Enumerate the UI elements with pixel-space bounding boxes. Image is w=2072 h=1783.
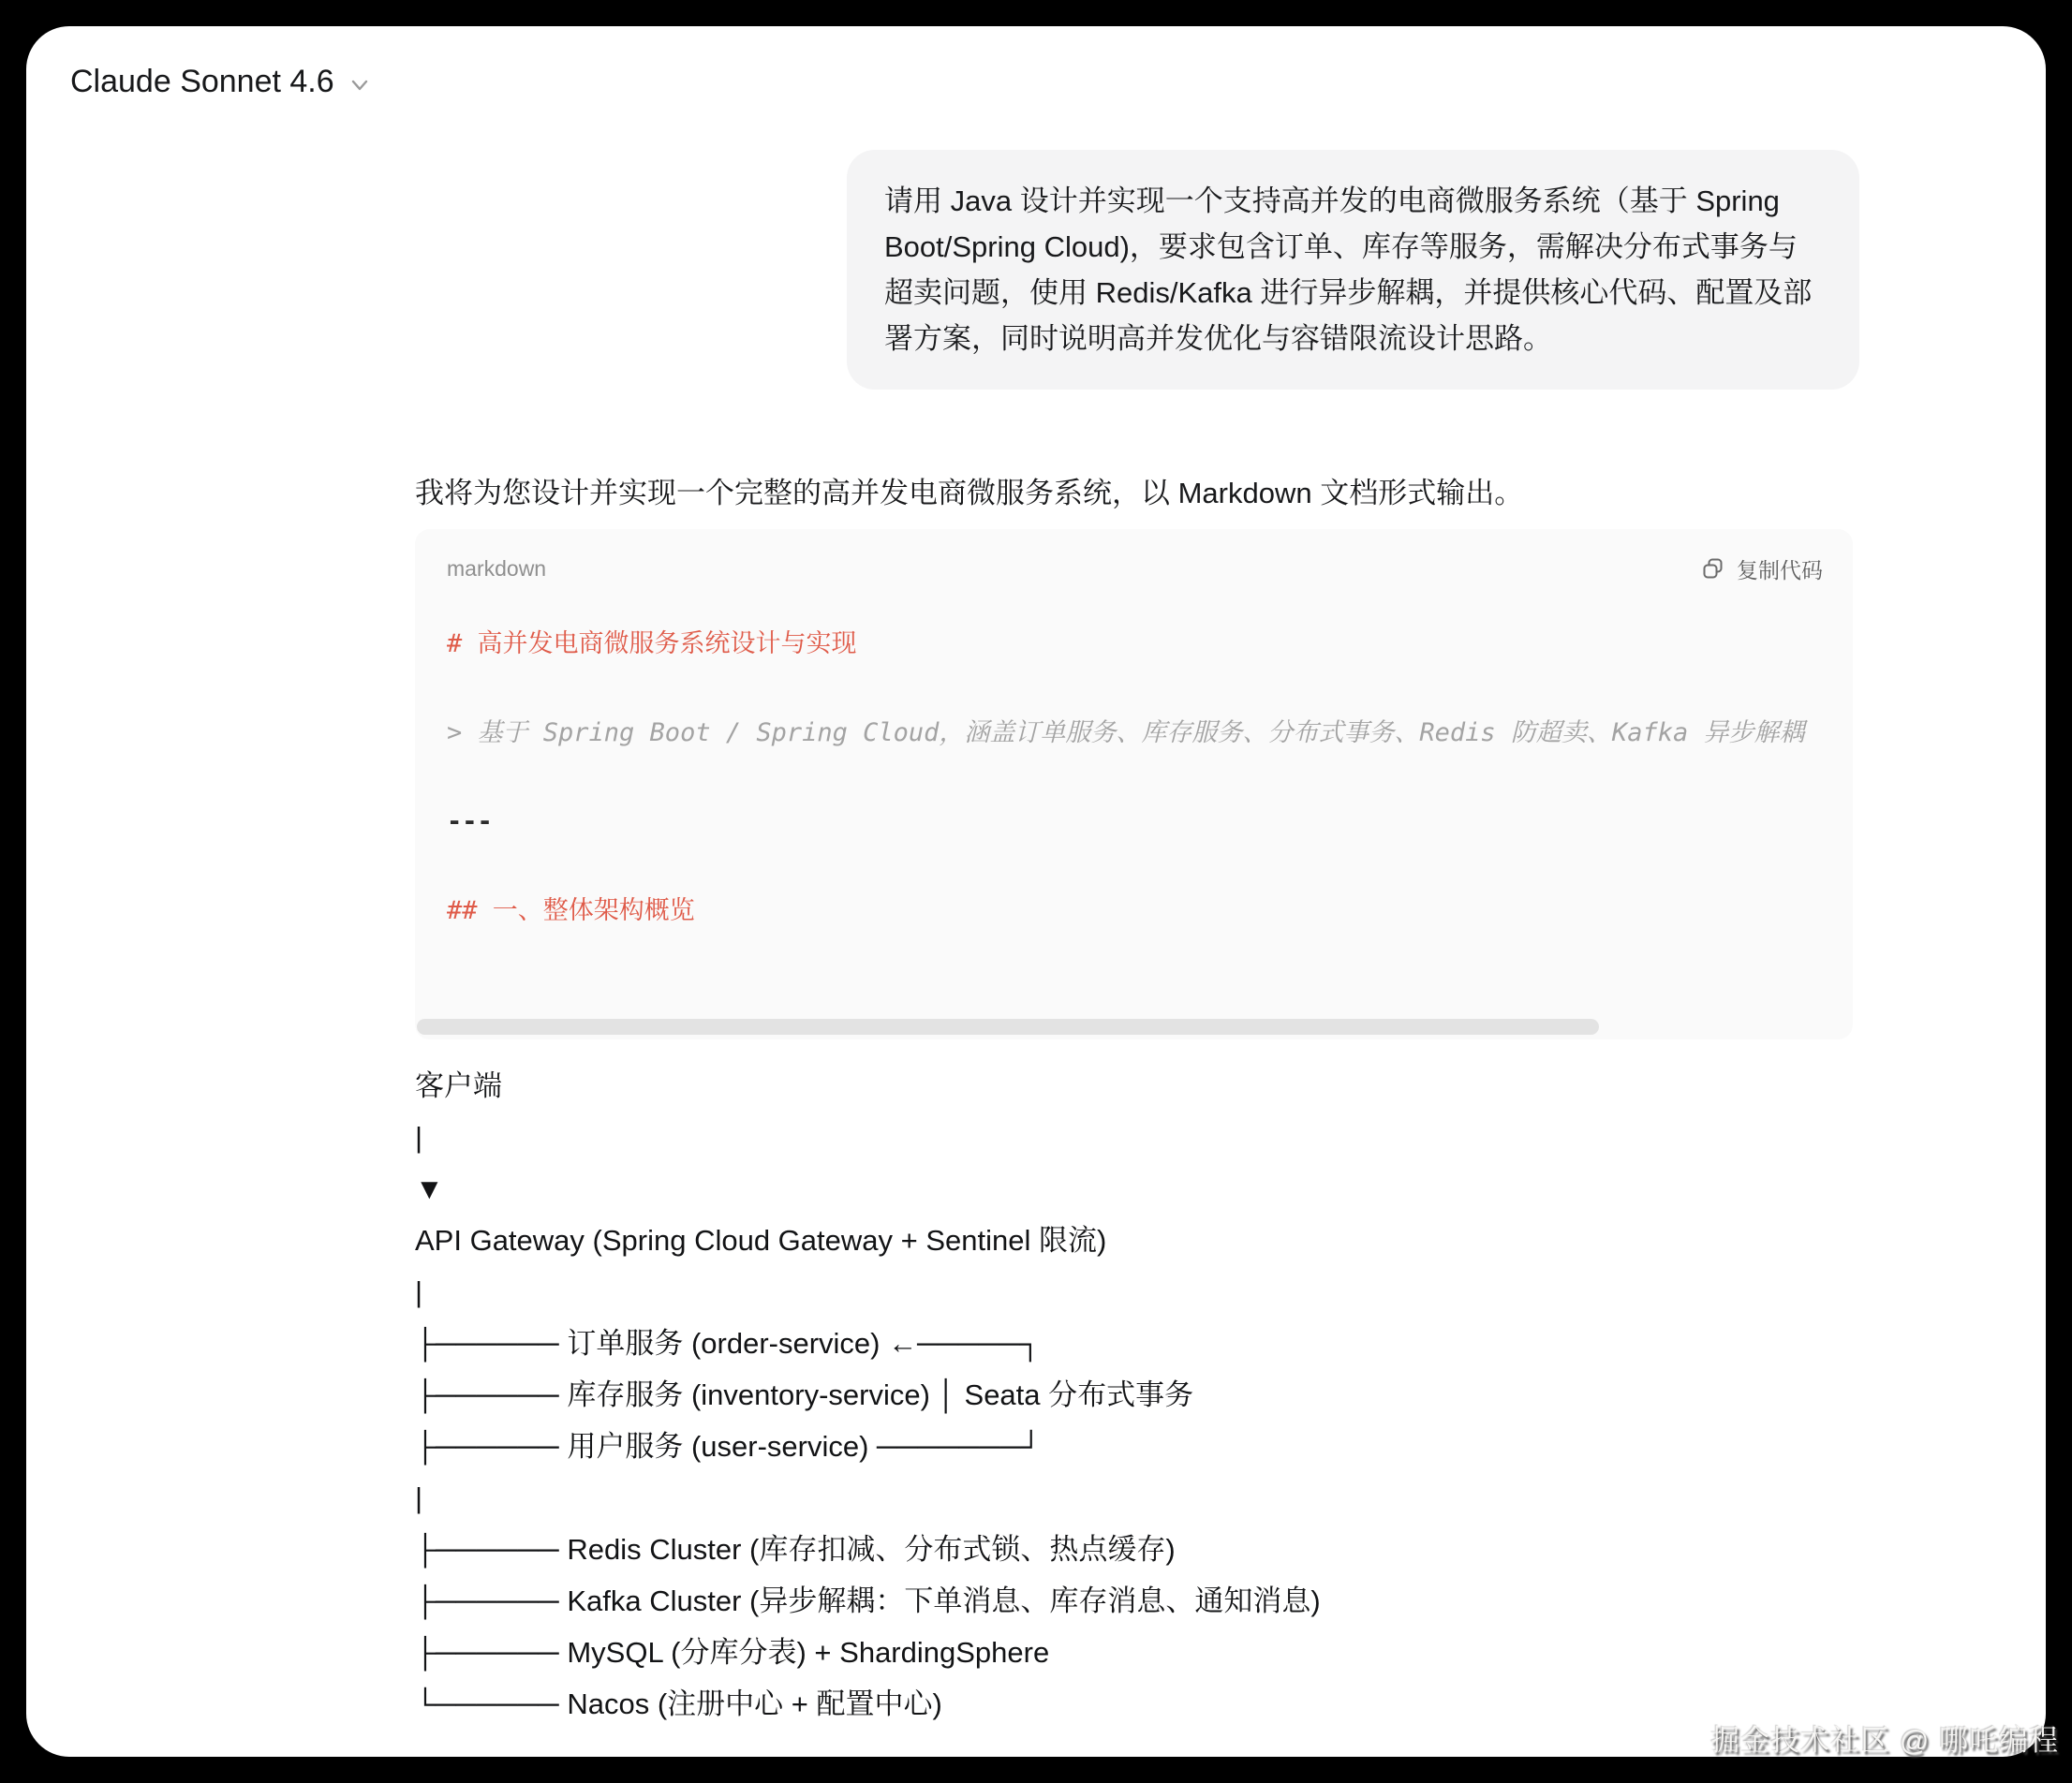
diagram-line-gateway: API Gateway (Spring Cloud Gateway + Sentinel 限流) <box>415 1224 1107 1257</box>
markdown-code-block <box>415 529 1853 1039</box>
diagram-line-arrow: ▼ <box>415 1172 444 1205</box>
code-language-label: markdown <box>447 556 547 581</box>
diagram-line-pipe: | <box>415 1275 423 1308</box>
code-horizontal-rule: --- <box>447 807 493 836</box>
copy-code-label: 复制代码 <box>1737 558 1823 582</box>
model-name: Claude Sonnet 4.6 <box>70 64 334 99</box>
diagram-line-mysql: ├────── MySQL (分库分表) + ShardingSphere <box>415 1636 1050 1669</box>
diagram-line-kafka: ├────── Kafka Cluster (异步解耦：下单消息、库存消息、通知消息) <box>415 1584 1321 1617</box>
chevron-down-icon <box>348 73 372 97</box>
diagram-line-inventory-service: ├────── 库存服务 (inventory-service) │ Seata 分布式事务 <box>415 1378 1194 1411</box>
code-heading-1: # 高并发电商微服务系统设计与实现 <box>447 629 857 658</box>
diagram-line-order-service: ├────── 订单服务 (order-service) ←─────┐ <box>415 1327 1041 1360</box>
code-horizontal-scrollbar[interactable] <box>417 1019 1599 1035</box>
assistant-intro-text: 我将为您设计并实现一个完整的高并发电商微服务系统，以 Markdown 文档形式输出。 <box>415 477 1524 509</box>
diagram-line-pipe: | <box>415 1481 423 1514</box>
diagram-line-pipe: | <box>415 1121 423 1154</box>
copy-icon <box>1701 557 1725 582</box>
model-selector[interactable] <box>70 64 372 100</box>
code-block-body <box>415 584 1853 930</box>
diagram-line-redis: ├────── Redis Cluster (库存扣减、分布式锁、热点缓存) <box>415 1533 1176 1566</box>
architecture-diagram <box>415 1060 2007 1730</box>
code-heading-2: ## 一、整体架构概览 <box>447 896 695 925</box>
user-message-bubble <box>847 150 1859 390</box>
chat-card <box>26 26 2046 1757</box>
diagram-line-client: 客户端 <box>415 1069 502 1102</box>
code-block-header <box>415 529 1853 584</box>
diagram-line-user-service: ├────── 用户服务 (user-service) ───────┘ <box>415 1430 1042 1463</box>
user-message-text: 请用 Java 设计并实现一个支持高并发的电商微服务系统（基于 Spring Boot/Spring Cloud)，要求包含订单、库存等服务，需解决分布式事务与超卖问题，使用 Redis/Kafka 进行异步解耦，并提供核心代码、配置及部署方案，同时说明高并发优化与容错限流设计思路。 <box>884 184 1813 355</box>
diagram-line-nacos: └────── Nacos (注册中心 + 配置中心) <box>415 1687 942 1720</box>
code-blockquote: > 基于 Spring Boot / Spring Cloud，涵盖订单服务、库存服务、分布式事务、Redis 防超卖、Kafka 异步解耦 <box>447 718 1805 747</box>
site-watermark: 掘金技术社区 @ 哪吒编程 <box>1710 1724 2059 1757</box>
copy-code-button[interactable] <box>1701 553 1823 584</box>
